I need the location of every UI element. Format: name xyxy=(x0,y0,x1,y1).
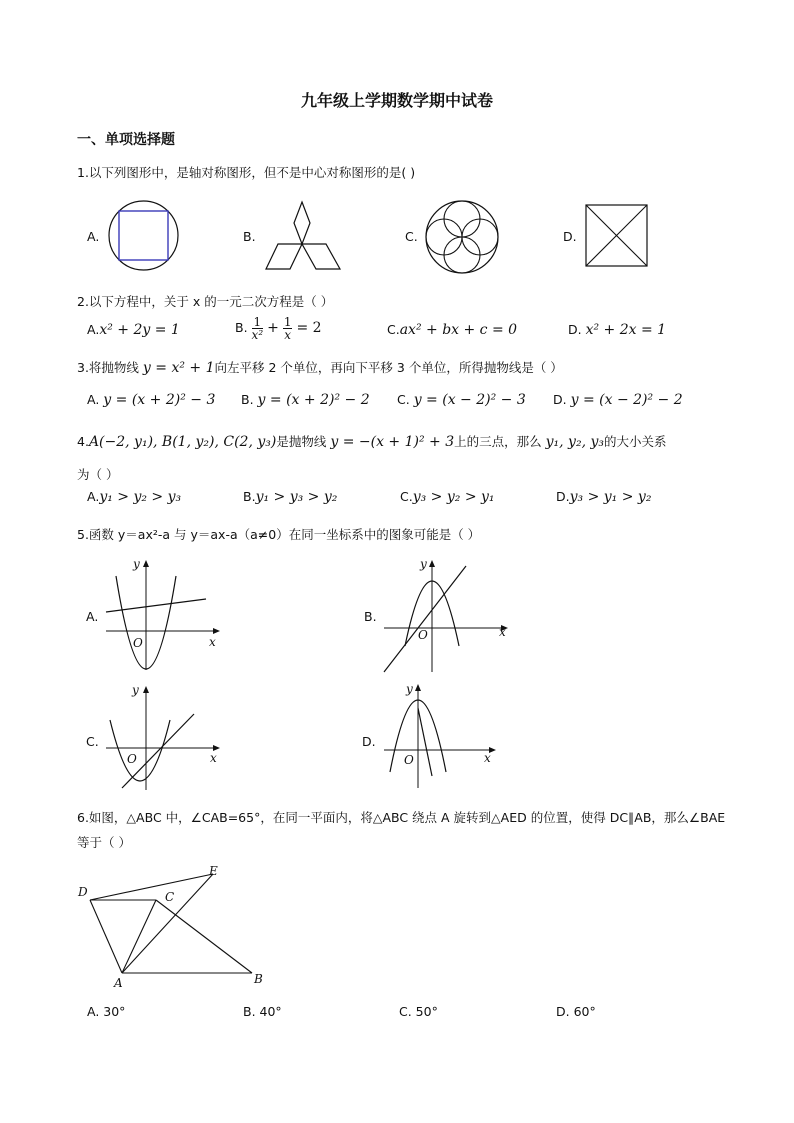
q5-graph-a xyxy=(100,556,224,672)
q3-option-b: B. y = (x + 2)² − 2 xyxy=(241,392,370,408)
q5a-x-label: x xyxy=(209,635,216,649)
q6-option-d: D. 60° xyxy=(556,1004,596,1019)
q5-label-c: C. xyxy=(86,734,99,749)
q5d-origin: O xyxy=(404,753,414,767)
q5-label-b: B. xyxy=(364,609,377,624)
q5a-origin: O xyxy=(133,636,143,650)
q4-points: A(−2, y₁), B(1, y₂), C(2, y₃) xyxy=(88,434,277,450)
q5-graph-d xyxy=(378,680,502,792)
q5-graph-c xyxy=(100,682,224,792)
q2-option-a xyxy=(87,322,180,338)
q5-label-a: A. xyxy=(86,609,99,624)
question-1-stem: 1.以下列图形中，是轴对称图形，但不是中心对称图形的是( ) xyxy=(77,165,416,180)
q5a-y-label: y xyxy=(133,557,140,571)
q5b-x-label: x xyxy=(499,625,506,639)
q2-label-c: C. xyxy=(387,322,400,337)
q1-label-a: A. xyxy=(87,229,100,244)
q3-option-d: D. y = (x − 2)² − 2 xyxy=(553,392,683,408)
q2-eq-a: x² + 2y = 1 xyxy=(99,322,180,338)
q4-option-d: D.y₃ > y₁ > y₂ xyxy=(556,489,652,505)
q5c-origin: O xyxy=(127,752,137,766)
q1-figure-b xyxy=(264,202,344,272)
q2-frac-2: $\frac{1}{x}$ xyxy=(283,315,292,342)
q2-label-b: B. xyxy=(235,320,248,335)
q6-triangle-figure xyxy=(70,860,280,994)
question-6-stem-line2: 等于（ ） xyxy=(77,835,131,850)
q6-option-c: C. 50° xyxy=(399,1004,438,1019)
q6-point-b: B xyxy=(254,972,263,986)
q5b-y-label: y xyxy=(420,557,427,571)
q3-stem-equation: y = x² + 1 xyxy=(142,360,215,376)
q1-label-c: C. xyxy=(405,229,418,244)
q2-label-a: A. xyxy=(87,322,100,337)
q4-y-values: y₁, y₂, y₃ xyxy=(545,434,604,450)
q2-frac-1: $\frac{1}{\text{x²}}$ xyxy=(251,315,264,342)
q3-option-a: A. y = (x + 2)² − 3 xyxy=(87,392,216,408)
q2-option-d xyxy=(568,322,666,338)
q6-point-c: C xyxy=(165,890,175,904)
q6-point-e: E xyxy=(209,864,218,878)
q2-eq-c: ax² + bx + c = 0 xyxy=(399,322,518,338)
q4-parabola: y = −(x + 1)² + 3 xyxy=(330,434,455,450)
question-2-stem: 2.以下方程中，关于 x 的一元二次方程是（ ） xyxy=(77,294,334,309)
q5d-y-label: y xyxy=(406,682,413,696)
q1-figure-d xyxy=(585,204,649,268)
q2-label-d: D. xyxy=(568,322,582,337)
q1-label-d: D. xyxy=(563,229,577,244)
q5d-x-label: x xyxy=(484,751,491,765)
page-title: 九年级上学期数学期中试卷 xyxy=(300,91,493,110)
q5-graph-b xyxy=(378,556,514,674)
q4-option-c: C.y₃ > y₂ > y₁ xyxy=(400,489,495,505)
question-4-stem: 4.A(−2, y₁), B(1, y₂), C(2, y₃)是抛物线 y = −(x + 1)² + 3上的三点，那么 y₁, y₂, y₃的大小关系 xyxy=(77,434,667,450)
q6-option-a: A. 30° xyxy=(87,1004,126,1019)
q1-figure-c xyxy=(425,200,499,274)
q2-eq-b-rest: = 2 xyxy=(296,320,322,336)
q6-option-b: B. 40° xyxy=(243,1004,282,1019)
q6-point-a: A xyxy=(114,976,123,990)
question-3-stem: 3.将抛物线 y = x² + 1向左平移 2 个单位，再向下平移 3 个单位，所得抛物线是（ ） xyxy=(77,360,563,376)
q2-option-b: B. $\frac{1}{\text{x²}}$ + $\frac{1}{x}$ = 2 xyxy=(235,315,322,342)
q5c-x-label: x xyxy=(210,751,217,765)
q4-option-a: A.y₁ > y₂ > y₃ xyxy=(87,489,182,505)
section-heading: 一、单项选择题 xyxy=(77,132,175,148)
q5b-origin: O xyxy=(418,628,428,642)
q2-option-c xyxy=(387,322,517,338)
q6-point-d: D xyxy=(78,885,88,899)
q1-label-b: B. xyxy=(243,229,256,244)
question-5-stem: 5.函数 y＝ax²-a 与 y＝ax-a（a≠0）在同一坐标系中的图象可能是（ ） xyxy=(77,527,481,542)
q4-option-b: B.y₁ > y₃ > y₂ xyxy=(243,489,338,505)
q5-label-d: D. xyxy=(362,734,376,749)
question-6-stem: 6.如图，△ABC 中，∠CAB=65°，在同一平面内，将△ABC 绕点 A 旋转到△AED 的位置，使得 DC∥AB，那么∠BAE xyxy=(77,810,726,825)
question-4-stem-line2: 为（ ） xyxy=(77,467,119,482)
q1-figure-a xyxy=(108,200,180,272)
q2-eq-d: x² + 2x = 1 xyxy=(585,322,667,338)
q5c-y-label: y xyxy=(132,683,139,697)
q3-option-c: C. y = (x − 2)² − 3 xyxy=(397,392,526,408)
